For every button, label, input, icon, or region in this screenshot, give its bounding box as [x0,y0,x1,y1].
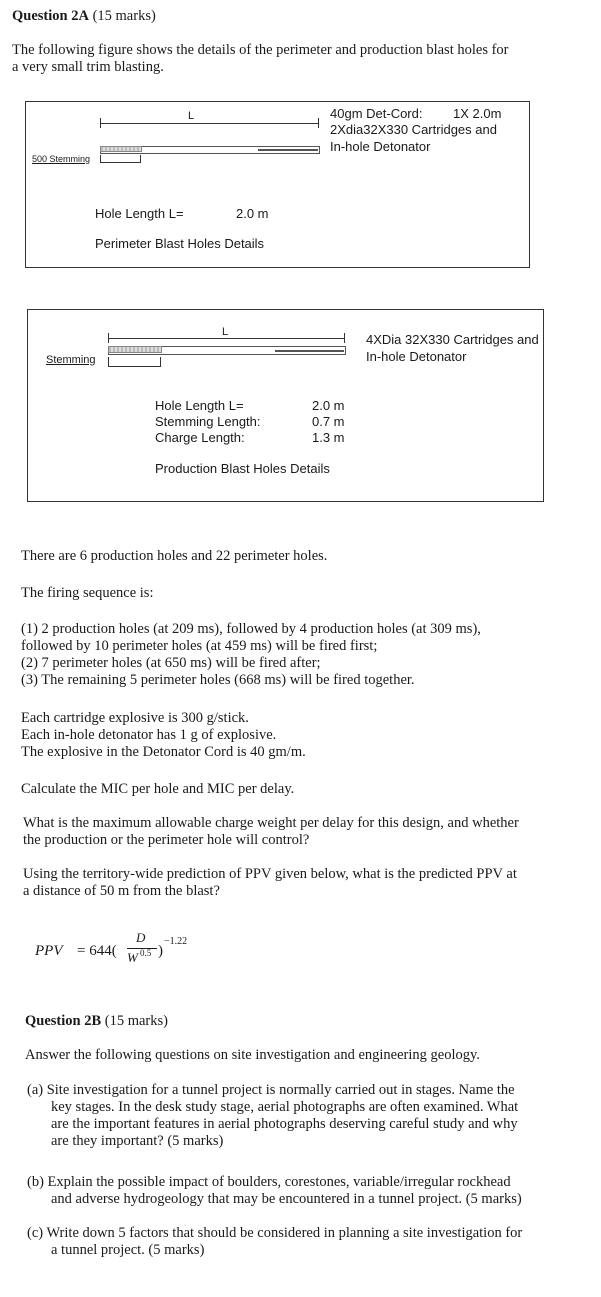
explosive-detonator: Each in-hole detonator has 1 g of explosive. [21,727,277,743]
fig1-stem-dim [100,162,140,163]
seq2: (2) 7 perimeter holes (at 650 ms) will be fired after; [21,655,321,671]
formula-denominator-base: W [127,950,138,965]
ppv-question-line1: Using the territory-wide prediction of PPV given below, what is the predicted PPV at [23,866,517,882]
fig1-stemming-label: 500 Stemming [32,154,91,164]
q2b-heading-label: Question 2B [25,1013,102,1029]
fig1-note-detcord: 40gm Det-Cord: [330,106,423,121]
fig2-row-charge-value: 1.3 m [312,430,345,445]
q2b-c-line1: (c) Write down 5 factors that should be considered in planning a site investigation for [27,1225,523,1241]
fig1-dim-tick-left [100,118,101,128]
fig1-note-line3: In-hole Detonator [330,139,431,154]
formula-numerator: D [136,930,146,945]
fig2-dimension-line [108,338,344,339]
fig1-hole-length-label: Hole Length L= [95,206,184,221]
fig2-row-stemming-value: 0.7 m [312,414,345,429]
seq3: (3) The remaining 5 perimeter holes (668 ms) will be fired together. [21,672,415,688]
q2b-c-line2: a tunnel project. (5 marks) [51,1242,205,1258]
q2b-heading [25,1013,168,1030]
fig1-charge-segment [258,149,318,151]
ppv-question-line2: a distance of 50 m from the blast? [23,883,220,899]
q2b-intro: Answer the following questions on site investigation and engineering geology. [25,1047,480,1063]
fig2-row-charge-label: Charge Length: [155,430,245,445]
formula-exponent: −1.22 [164,936,188,947]
q2a-heading-label: Question 2A [12,8,89,24]
q2b-a-line3: are the important features in aerial photographs deserving careful study and why [51,1116,518,1132]
q2b-a-line1: (a) Site investigation for a tunnel project is normally carried out in stages. Name the [27,1082,515,1098]
q2b-heading-marks: (15 marks) [104,1013,168,1029]
fig1-L-label: L [188,110,195,122]
seq1-line1: (1) 2 production holes (at 209 ms), followed by 4 production holes (at 309 ms), [21,621,481,637]
fig2-stem-dim [108,366,160,367]
fig2-stemming-segment [108,346,162,353]
q2a-intro-line2: a very small trim blasting. [12,59,164,75]
formula-eq: = 644( [77,943,117,959]
q2b-a-line2: key stages. In the desk study stage, aerial photographs are often examined. What [51,1099,519,1115]
fig1-note-line2: 2Xdia32X330 Cartridges and [330,122,497,137]
calc-question: Calculate the MIC per hole and MIC per delay. [21,781,295,797]
fig2-row-hole-length-value: 2.0 m [312,398,345,413]
formula-close: ) [158,943,163,959]
q2a-heading [12,8,156,25]
q2b-a-line4: are they important? (5 marks) [51,1133,224,1149]
seq1-line2: followed by 10 perimeter holes (at 459 ms) will be fired first; [21,638,378,654]
fig2-row-stemming-label: Stemming Length: [155,414,261,429]
explosive-detcord: The explosive in the Detonator Cord is 40 gm/m. [21,744,306,760]
fig1-dimension-line [100,123,318,124]
fig2-charge-segment [275,350,344,352]
fig2-dim-tick-right [344,333,345,343]
fig2-stem-tick-right [160,357,161,367]
fig2-note-line1: 4XDia 32X330 Cartridges and [366,332,539,347]
fig1-stemming-segment [100,146,142,152]
fig1-caption: Perimeter Blast Holes Details [95,236,265,251]
fig2-note-line2: In-hole Detonator [366,349,467,364]
max-question-line2: the production or the perimeter hole will control? [23,832,310,848]
fig1-dim-tick-right [318,118,319,128]
ppv-formula [35,930,235,975]
fig1-note-line1 [330,106,422,121]
firing-intro: The firing sequence is: [21,585,154,601]
formula-lhs: PPV [35,943,63,959]
fig1-note-line1b: 1X 2.0m [453,106,502,121]
fig1-hole-length-value: 2.0 m [236,206,269,221]
max-question-line1: What is the maximum allowable charge weight per delay for this design, and whether [23,815,519,831]
q2a-heading-marks: (15 marks) [92,8,156,24]
fig2-stemming-label: Stemming [46,354,96,366]
q2a-intro-line1: The following figure shows the details of the perimeter and production blast holes for [12,42,509,58]
q2b-b-line2: and adverse hydrogeology that may be encountered in a tunnel project. (5 marks) [51,1191,522,1207]
fig2-row-hole-length-label: Hole Length L= [155,398,244,413]
fig1-stem-tick-right [140,155,141,163]
fig2-caption: Production Blast Holes Details [155,461,330,476]
formula-denominator-exp: 0.5 [140,948,152,958]
holes-count: There are 6 production holes and 22 perimeter holes. [21,548,328,564]
fig2-dim-tick-left [108,333,109,343]
fig2-L-label: L [222,326,229,338]
q2b-b-line1: (b) Explain the possible impact of boulders, corestones, variable/irregular rockhead [27,1174,511,1190]
explosive-cartridge: Each cartridge explosive is 300 g/stick. [21,710,249,726]
